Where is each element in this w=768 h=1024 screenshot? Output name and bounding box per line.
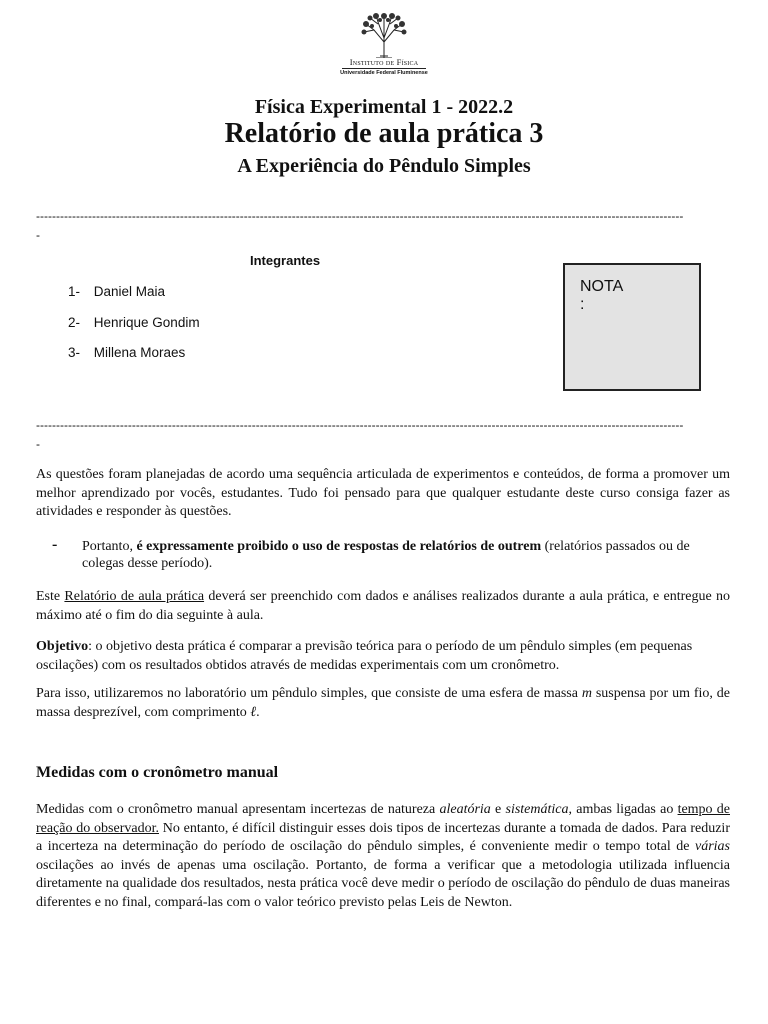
member-name: Daniel Maia	[93, 284, 166, 299]
objective-label: Objetivo	[36, 639, 89, 654]
mass-symbol: m	[581, 686, 592, 701]
separator-line: ------------------------------------------------------------------------------------------------------------------------------------------------------------------	[36, 418, 684, 432]
length-symbol: ℓ	[250, 704, 257, 720]
team-member	[68, 315, 200, 330]
university-name: Universidade Federal Fluminense	[340, 70, 428, 76]
manual-text: , ambas ligadas ao	[568, 802, 678, 817]
term-sistematica: sistemática	[505, 802, 569, 817]
report-title: Relatório de aula prática 3	[224, 118, 544, 149]
bullet-lead: Portanto,	[82, 539, 137, 554]
report-subtitle: A Experiência do Pêndulo Simples	[237, 155, 531, 177]
report-note	[36, 588, 730, 625]
bullet-rest: (relatórios passados ou de colegas desse período).	[82, 539, 690, 571]
institute-name: Instituto de Física	[349, 57, 419, 67]
bullet-emphasis: é expressamente proibido o uso de respostas de relatórios de outrem	[136, 539, 542, 554]
report-note-pre: Este	[36, 589, 65, 604]
rule-bullet	[82, 538, 732, 572]
tree-emblem-icon	[356, 12, 412, 58]
manual-measurements-paragraph	[36, 801, 730, 913]
setup-end: .	[256, 704, 260, 720]
grade-label-colon: :	[580, 296, 585, 313]
manual-text: e	[490, 802, 506, 817]
separator-tail: -	[36, 437, 40, 451]
objective-text: : o objetivo desta prática é comparar a previsão teórica para o período de um pêndulo simples (em pequenas oscilações) com os resultados obtidos através de medidas experimentais com um cronômetro.	[36, 639, 693, 673]
term-varias: várias	[695, 839, 730, 855]
setup-paragraph	[36, 685, 730, 722]
report-note-link: Relatório de aula prática	[64, 589, 205, 604]
member-number: 2-	[68, 315, 81, 330]
member-name: Millena Moraes	[93, 345, 186, 360]
section-heading: Medidas com o cronômetro manual	[36, 764, 279, 781]
institute-logo	[336, 12, 432, 82]
team-member	[68, 284, 165, 299]
logo-divider	[342, 68, 426, 69]
member-name: Henrique Gondim	[93, 315, 200, 330]
manual-text: Medidas com o cronômetro manual apresentam incertezas de natureza	[36, 802, 440, 817]
bullet-marker: -	[52, 536, 58, 553]
intro-paragraph: As questões foram planejadas de acordo uma sequência articulada de experimentos e conteúdos, de forma a promover um melhor aprendizado por vocês, estudantes. Tudo foi pensado para que qualquer estudante deste curso consiga fazer as atividades e responder às questões.	[36, 467, 730, 520]
course-title: Física Experimental 1 - 2022.2	[254, 96, 514, 118]
grade-label	[580, 278, 623, 314]
member-number: 3-	[68, 345, 81, 360]
team-heading: Integrantes	[250, 253, 321, 268]
member-number: 1-	[68, 284, 81, 299]
grade-label-text: NOTA	[580, 278, 624, 295]
term-reaction-time: tempo de reação do observador.	[36, 802, 730, 836]
objective-paragraph	[36, 638, 730, 675]
term-aleatoria: aleatória	[439, 802, 491, 817]
manual-text: oscilações ao invés de apenas uma oscilação. Portanto, de forma a verificar que a metodologia utilizada influencia diretamente na qualidade dos resultados, nesta prática você deve medir o período de oscilação do pêndulo de duas maneiras diferentes e no final, compará-las com o valor teórico previsto pelas Leis de Newton.	[36, 857, 730, 910]
team-member	[68, 345, 185, 360]
setup-mid: suspensa por um fio, de massa desprezível, com comprimento	[36, 686, 730, 720]
separator-tail: -	[36, 228, 40, 242]
manual-text: No entanto, é difícil distinguir esses dois tipos de incertezas durante a tomada de dados. Para reduzir a incerteza na determinação do período de oscilação do pêndulo simples, é conveniente medir o tempo total de	[36, 820, 730, 855]
separator-line: ------------------------------------------------------------------------------------------------------------------------------------------------------------------	[36, 209, 684, 223]
report-note-post: deverá ser preenchido com dados e análises realizados durante a aula prática, e entregue no máximo até o fim do dia seguinte à aula.	[36, 589, 731, 623]
setup-pre: Para isso, utilizaremos no laboratório um pêndulo simples, que consiste de uma esfera de massa	[36, 686, 582, 701]
